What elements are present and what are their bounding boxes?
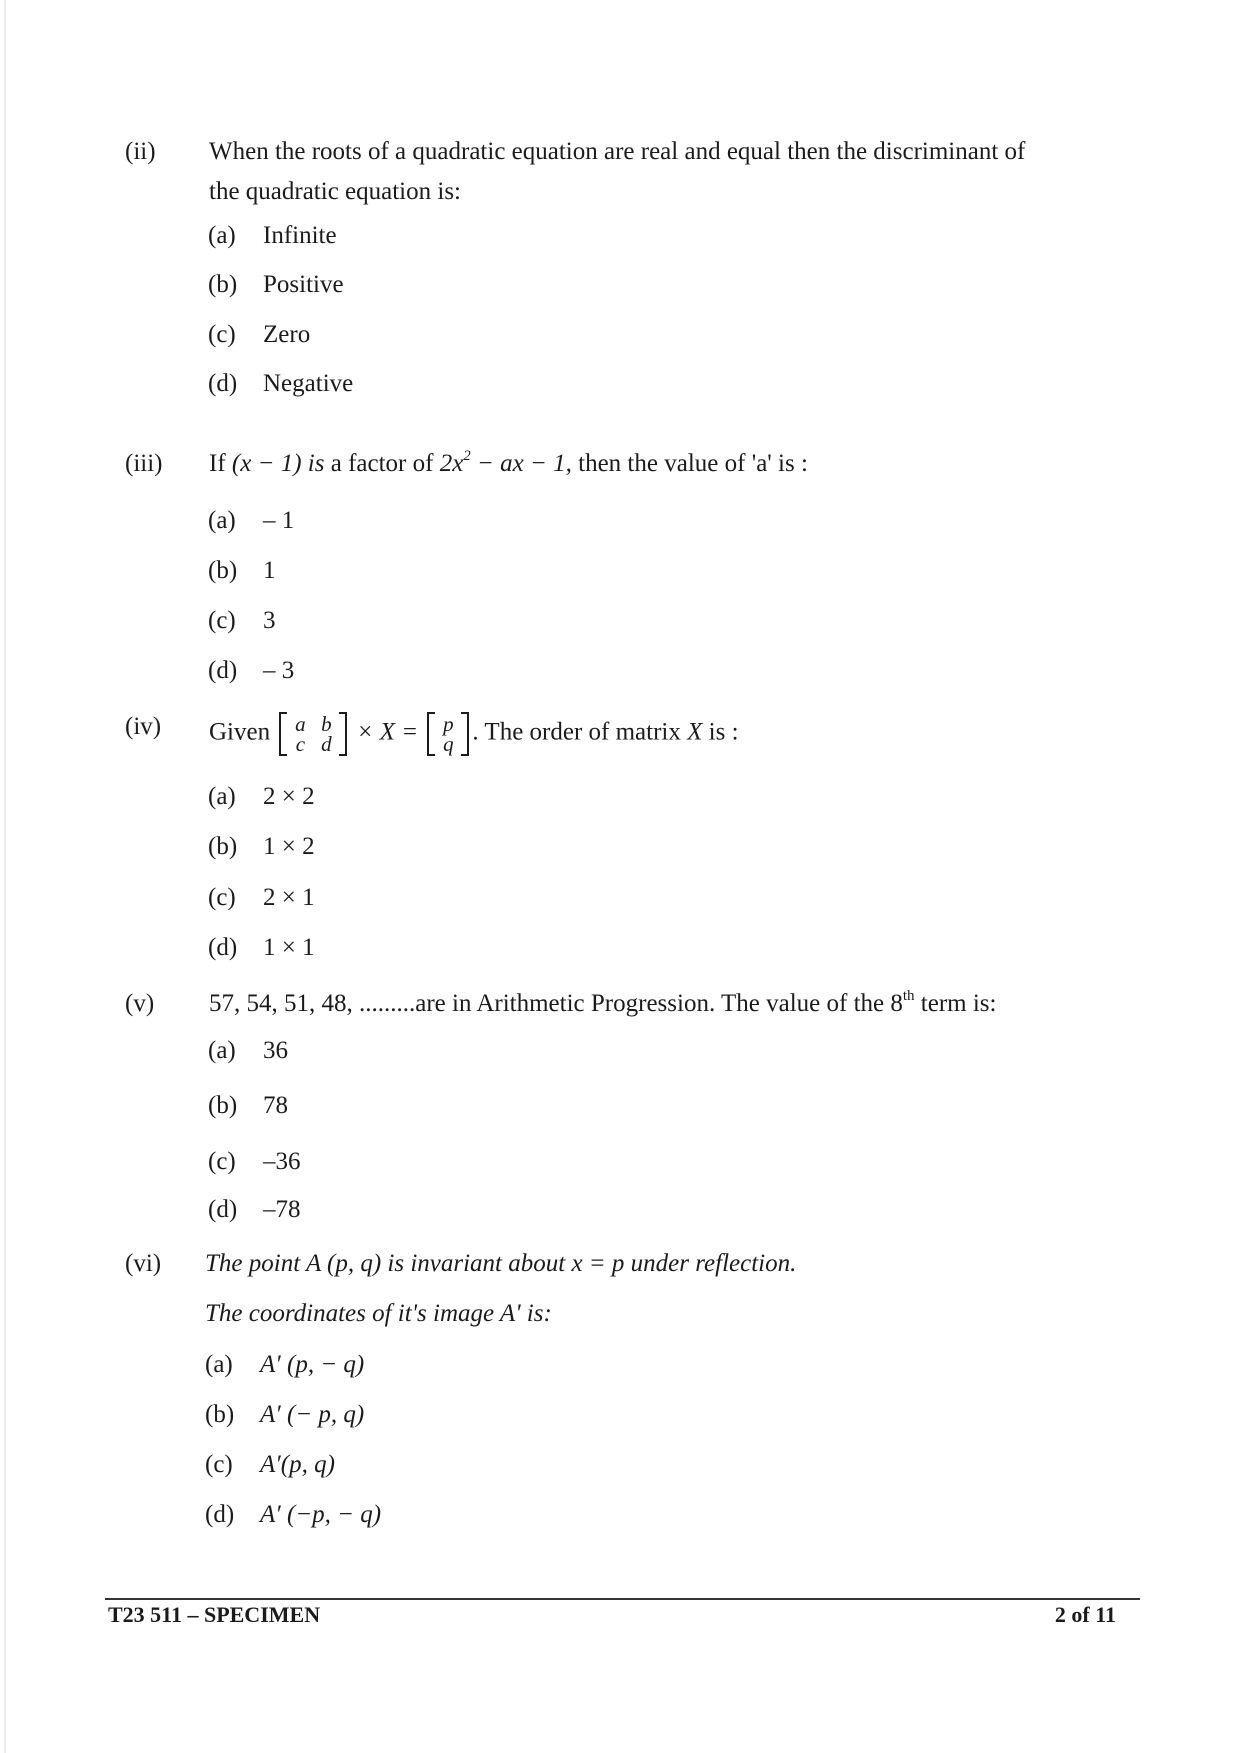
option-label: (d) (208, 1196, 238, 1223)
footer-rule (105, 1598, 1140, 1600)
option-label: (b) (205, 1401, 235, 1428)
option-label: (d) (208, 934, 238, 961)
option-value: 78 (263, 1092, 288, 1119)
question-number: (vi) (125, 1250, 162, 1277)
option-label: (b) (208, 557, 238, 584)
question-text: the quadratic equation is: (209, 178, 462, 205)
option-value: Infinite (263, 222, 337, 249)
option-value: A′ (−p, − q) (260, 1501, 382, 1528)
matrix-pq: p q (427, 712, 469, 756)
question-text: Given a b c d × X = p q . The order of matrix X is : (209, 712, 739, 756)
option-value: A′(p, q) (260, 1451, 335, 1478)
option-value: 2 × 1 (263, 884, 315, 911)
option-label: (d) (208, 370, 238, 397)
option-label: (a) (208, 1037, 236, 1064)
question-number: (iv) (125, 713, 162, 740)
option-value: A′ (− p, q) (260, 1401, 365, 1428)
option-label: (c) (208, 321, 236, 348)
option-label: (b) (208, 271, 238, 298)
option-value: 3 (263, 607, 276, 634)
option-value: –78 (263, 1196, 301, 1223)
math-expression: $2x^2$ − ax − 1, (439, 447, 572, 477)
option-value: 1 × 2 (263, 833, 315, 860)
option-value: – 1 (263, 507, 295, 534)
option-label: (c) (208, 884, 236, 911)
paper-code: T23 511 – SPECIMEN (108, 1602, 321, 1627)
question-text: The coordinates of it's image A' is: (205, 1300, 552, 1327)
option-label: (c) (208, 1148, 236, 1175)
page-number: 2 of 11 (1054, 1602, 1116, 1627)
option-value: A′ (p, − q) (260, 1351, 365, 1378)
question-number: (ii) (125, 138, 156, 165)
option-value: Negative (263, 370, 354, 397)
question-text: 57, 54, 51, 48, .........are in Arithmetic Progression. The value of the 8th term is: (209, 987, 997, 1017)
option-value: 1 × 1 (263, 934, 315, 961)
option-value: 36 (263, 1037, 288, 1064)
option-label: (a) (208, 507, 236, 534)
math-expression: (x − 1) (231, 450, 302, 477)
option-value: –36 (263, 1148, 301, 1175)
matrix-abcd: a b c d (279, 712, 347, 756)
option-value: Zero (263, 321, 311, 348)
option-label: (a) (208, 783, 236, 810)
option-label: (d) (205, 1501, 235, 1528)
option-value: Positive (263, 271, 344, 298)
page-edge-shadow (4, 0, 6, 1753)
question-text: The point A (p, q) is invariant about x = p under reflection. (205, 1250, 797, 1277)
option-value: – 3 (263, 657, 295, 684)
question-number: (v) (125, 990, 155, 1017)
option-label: (b) (208, 833, 238, 860)
option-label: (a) (208, 222, 236, 249)
option-label: (d) (208, 657, 238, 684)
question-text: When the roots of a quadratic equation are real and equal then the discriminant of (209, 138, 1026, 165)
option-label: (c) (208, 607, 236, 634)
question-number: (iii) (125, 450, 163, 477)
option-label: (c) (205, 1451, 233, 1478)
option-label: (b) (208, 1092, 238, 1119)
option-value: 1 (263, 557, 276, 584)
option-value: 2 × 2 (263, 783, 315, 810)
question-text: If (x − 1) is a factor of $2x^2$ − ax − 1, then the value of 'a' is : (209, 447, 808, 477)
option-label: (a) (205, 1351, 233, 1378)
